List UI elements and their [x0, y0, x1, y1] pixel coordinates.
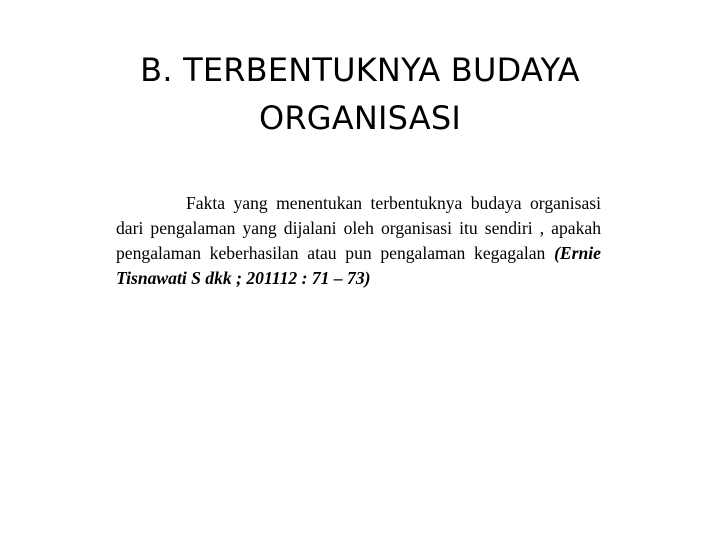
slide-title: B. TERBENTUKNYA BUDAYA ORGANISASI: [140, 51, 580, 137]
body-paragraph: [116, 191, 601, 291]
citation: (Ernie Tisnawati S dkk ; 201112 : 71 – 73): [116, 243, 601, 288]
body-text: Fakta yang menentukan terbentuknya budaya organisasi dari pengalaman yang dijalani oleh organisasi itu sendiri , apakah pengalaman keberhasilan atau pun pengalaman kegagalan: [116, 193, 601, 263]
